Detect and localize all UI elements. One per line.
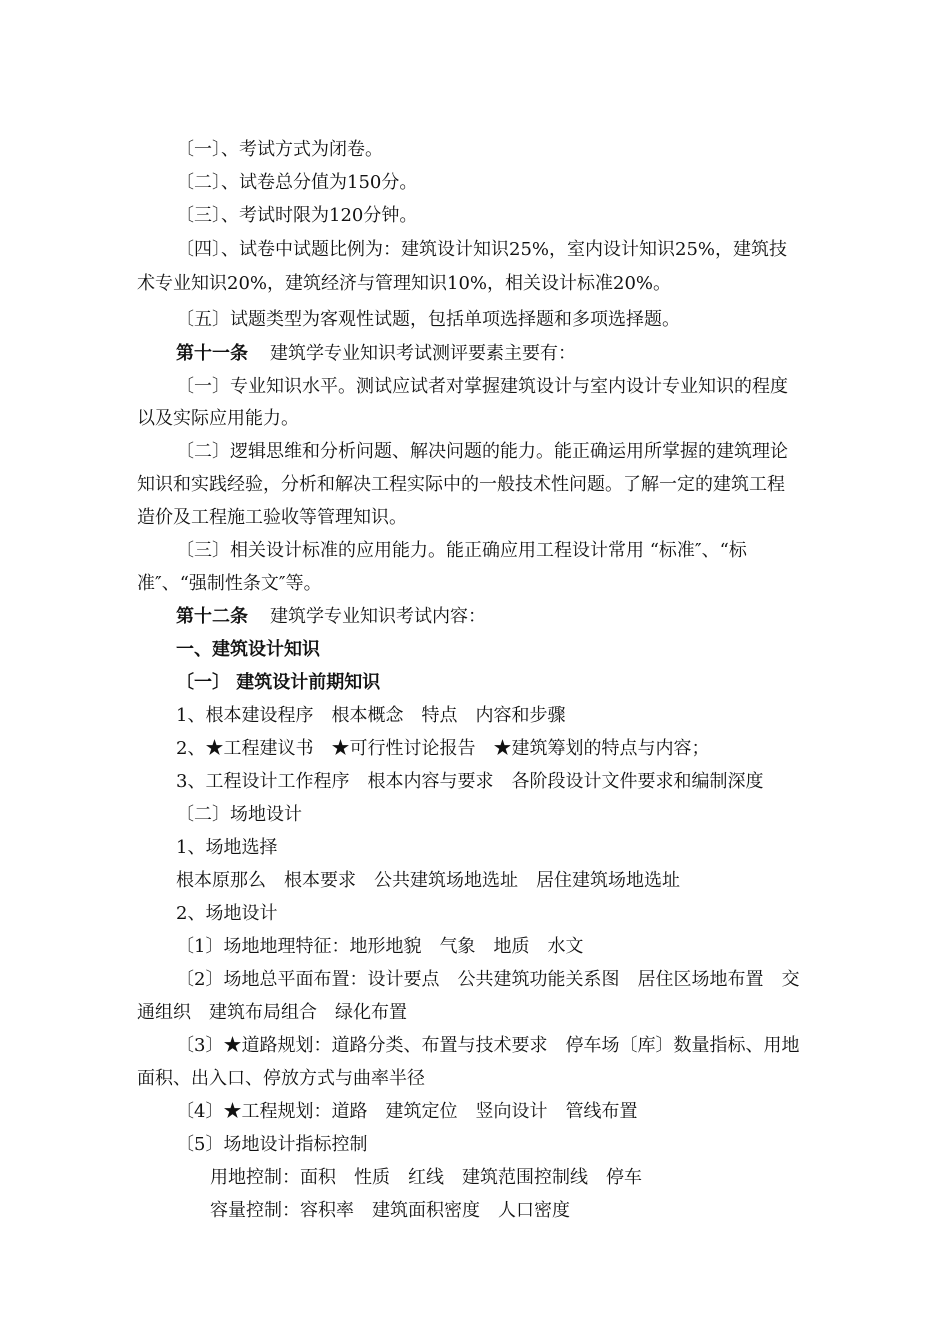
article-heading: 第十一条 [176, 343, 248, 364]
text-line: 2、★工程建议书 ★可行性讨论报告 ★建筑筹划的特点与内容； [176, 738, 710, 759]
text-line: 〔三〕相关设计标准的应用能力。能正确应用工程设计常用 “标准″、“标 [176, 540, 747, 561]
text-line: 造价及工程施工验收等管理知识。 [137, 507, 407, 528]
text-line: 〔5〕场地设计指标控制 [176, 1134, 368, 1155]
text-line: 1、场地选择 [176, 837, 278, 858]
text-line: 面积、出入口、停放方式与曲率半径 [137, 1068, 425, 1089]
text-line: 〔2〕场地总平面布置：设计要点 公共建筑功能关系图 居住区场地布置 交 [176, 969, 800, 990]
text-line: 〔3〕★道路规划：道路分类、布置与技术要求 停车场〔库〕数量指标、用地 [176, 1035, 800, 1056]
text-line: 根本原那么 根本要求 公共建筑场地选址 居住建筑场地选址 [176, 870, 680, 891]
text-line: 用地控制：面积 性质 红线 建筑范围控制线 停车 [210, 1167, 642, 1188]
text-line: 2、场地设计 [176, 903, 278, 924]
text-line: 〔三〕、考试时限为120分钟。 [176, 205, 418, 226]
text-line: 通组织 建筑布局组合 绿化布置 [137, 1002, 407, 1023]
text-line: 知识和实践经验，分析和解决工程实际中的一般技术性问题。了解一定的建筑工程 [137, 474, 785, 495]
section-heading: 一、建筑设计知识 [176, 639, 320, 660]
text-line: 〔二〕逻辑思维和分析问题、解决问题的能力。能正确运用所掌握的建筑理论 [176, 441, 788, 462]
text-line: 容量控制：容积率 建筑面积密度 人口密度 [210, 1200, 570, 1221]
text-line: 〔4〕★工程规划：道路 建筑定位 竖向设计 管线布置 [176, 1101, 638, 1122]
subsection-heading: 〔二〕场地设计 [176, 804, 302, 825]
text-line: 建筑学专业知识考试内容： [270, 606, 486, 627]
text-line: 〔二〕、试卷总分值为150分。 [176, 172, 418, 193]
text-line: 建筑学专业知识考试测评要素主要有： [270, 343, 576, 364]
text-line: 1、根本建设程序 根本概念 特点 内容和步骤 [176, 705, 566, 726]
subsection-heading: 〔一〕 建筑设计前期知识 [176, 672, 381, 693]
text-line: 〔1〕场地地理特征：地形地貌 气象 地质 水文 [176, 936, 584, 957]
text-line: 〔一〕、考试方式为闭卷。 [176, 139, 383, 160]
text-line: 术专业知识20%，建筑经济与管理知识10%，相关设计标准20%。 [137, 273, 672, 294]
article-heading: 第十二条 [176, 606, 248, 627]
text-line: 〔四〕、试卷中试题比例为：建筑设计知识25%，室内设计知识25%，建筑技 [176, 239, 788, 260]
text-line: 以及实际应用能力。 [137, 408, 299, 429]
text-line: 3、工程设计工作程序 根本内容与要求 各阶段设计文件要求和编制深度 [176, 771, 764, 792]
text-line: 准″、“强制性条文″等。 [137, 573, 322, 594]
text-line: 〔一〕专业知识水平。测试应试者对掌握建筑设计与室内设计专业知识的程度 [176, 376, 788, 397]
text-line: 〔五〕试题类型为客观性试题，包括单项选择题和多项选择题。 [176, 309, 680, 330]
